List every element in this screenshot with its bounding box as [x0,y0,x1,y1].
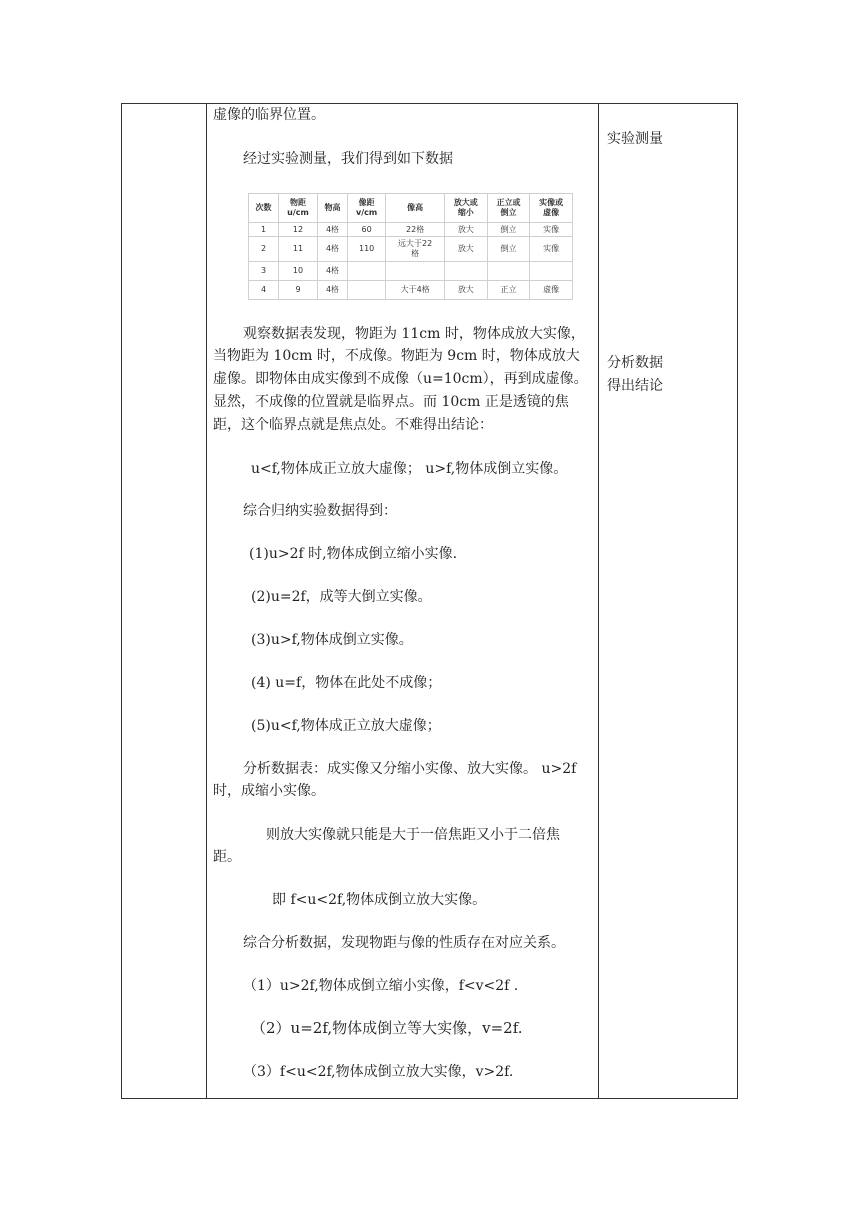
experiment-data-table [248,193,573,300]
table-header-cell: 像高 [386,194,445,223]
text-line: 当物距为 10cm 时，不成像。物距为 9cm 时，物体成放大 [213,348,580,364]
text-line: 则放大实像就只能是大于一倍焦距又小于二倍焦 [266,827,560,843]
table-cell: 虚像 [530,281,573,300]
text-line: 时，成缩小实像。 [213,783,325,799]
table-cell [386,262,445,281]
table-header-row [249,194,573,223]
column-divider-left [206,103,207,1099]
table-cell: 11 [279,237,318,262]
table-cell: 3 [249,262,279,281]
text-line: 即 f<u<2f,物体成倒立放大实像。 [272,892,487,908]
text-line: (2)u=2f，成等大倒立实像。 [251,589,432,605]
table-cell: 倒立 [487,223,530,237]
text-line: 距。 [213,849,241,865]
table-header-cell: 放大或 缩小 [445,194,488,223]
text-line: (3)u>f,物体成倒立实像。 [251,632,413,648]
table-cell: 9 [279,281,318,300]
table-cell [348,281,386,300]
table-header-cell: 像距 v/cm [348,194,386,223]
text-line: 综合归纳实验数据得到： [243,503,397,519]
table-cell: 放大 [445,281,488,300]
text-line: 虚像。即物体由成实像到不成像（u=10cm），再到成虚像。 [213,371,588,387]
text-line: (1)u>2f 时,物体成倒立缩小实像. [249,546,458,562]
table-row [249,237,573,262]
table-cell: 4格 [318,237,348,262]
table-row [249,281,573,300]
table-cell: 12 [279,223,318,237]
text-line: u<f,物体成正立放大虚像； u>f,物体成倒立实像。 [251,461,568,477]
table-cell: 60 [348,223,386,237]
table-cell: 10 [279,262,318,281]
table-cell: 4格 [318,262,348,281]
text-line: 分析数据表：成实像又分缩小实像、放大实像。 u>2f [243,761,577,777]
table-cell: 远大于22 格 [386,237,445,262]
label-draw-conclusion: 得出结论 [607,378,663,394]
table-row [249,223,573,237]
table-cell [445,262,488,281]
table-row [249,262,573,281]
text-line: (5)u<f,物体成正立放大虚像； [251,718,441,734]
text-line: (4) u=f，物体在此处不成像； [251,675,442,691]
table-cell: 正立 [487,281,530,300]
table-cell [487,262,530,281]
label-experiment-measure: 实验测量 [607,131,663,147]
table-cell: 4格 [318,223,348,237]
text-line: 显然，不成像的位置就是临界点。而 10cm 正是透镜的焦 [213,394,569,410]
table-header-cell: 正立或 倒立 [487,194,530,223]
table-cell [348,262,386,281]
text-line: 距，这个临界点就是焦点处。不难得出结论： [213,417,493,433]
table-cell: 实像 [530,237,573,262]
table-cell: 4格 [318,281,348,300]
table-cell: 2 [249,237,279,262]
table-cell: 放大 [445,237,488,262]
table-cell: 倒立 [487,237,530,262]
table-cell [530,262,573,281]
table-cell: 110 [348,237,386,262]
table-header-cell: 实像或 虚像 [530,194,573,223]
table-header-cell: 次数 [249,194,279,223]
text-line: （3）f<u<2f,物体成倒立放大实像，v>2f. [243,1064,514,1080]
text-line: 经过实验测量，我们得到如下数据 [243,151,453,167]
text-line: 观察数据表发现，物距为 11cm 时，物体成放大实像， [243,326,585,342]
table-cell: 放大 [445,223,488,237]
label-analyze-data: 分析数据 [607,355,663,371]
text-line: 虚像的临界位置。 [213,107,325,123]
table-cell: 4 [249,281,279,300]
text-line: 综合分析数据，发现物距与像的性质存在对应关系。 [243,935,565,951]
table-cell: 22格 [386,223,445,237]
text-line: （1）u>2f,物体成倒立缩小实像，f<v<2f . [243,978,519,994]
table-cell: 大于4格 [386,281,445,300]
table-header-cell: 物距 u/cm [279,194,318,223]
table-cell: 实像 [530,223,573,237]
text-line: （2）u=2f,物体成倒立等大实像，v=2f. [251,1019,523,1037]
table-cell: 1 [249,223,279,237]
table-header-cell: 物高 [318,194,348,223]
